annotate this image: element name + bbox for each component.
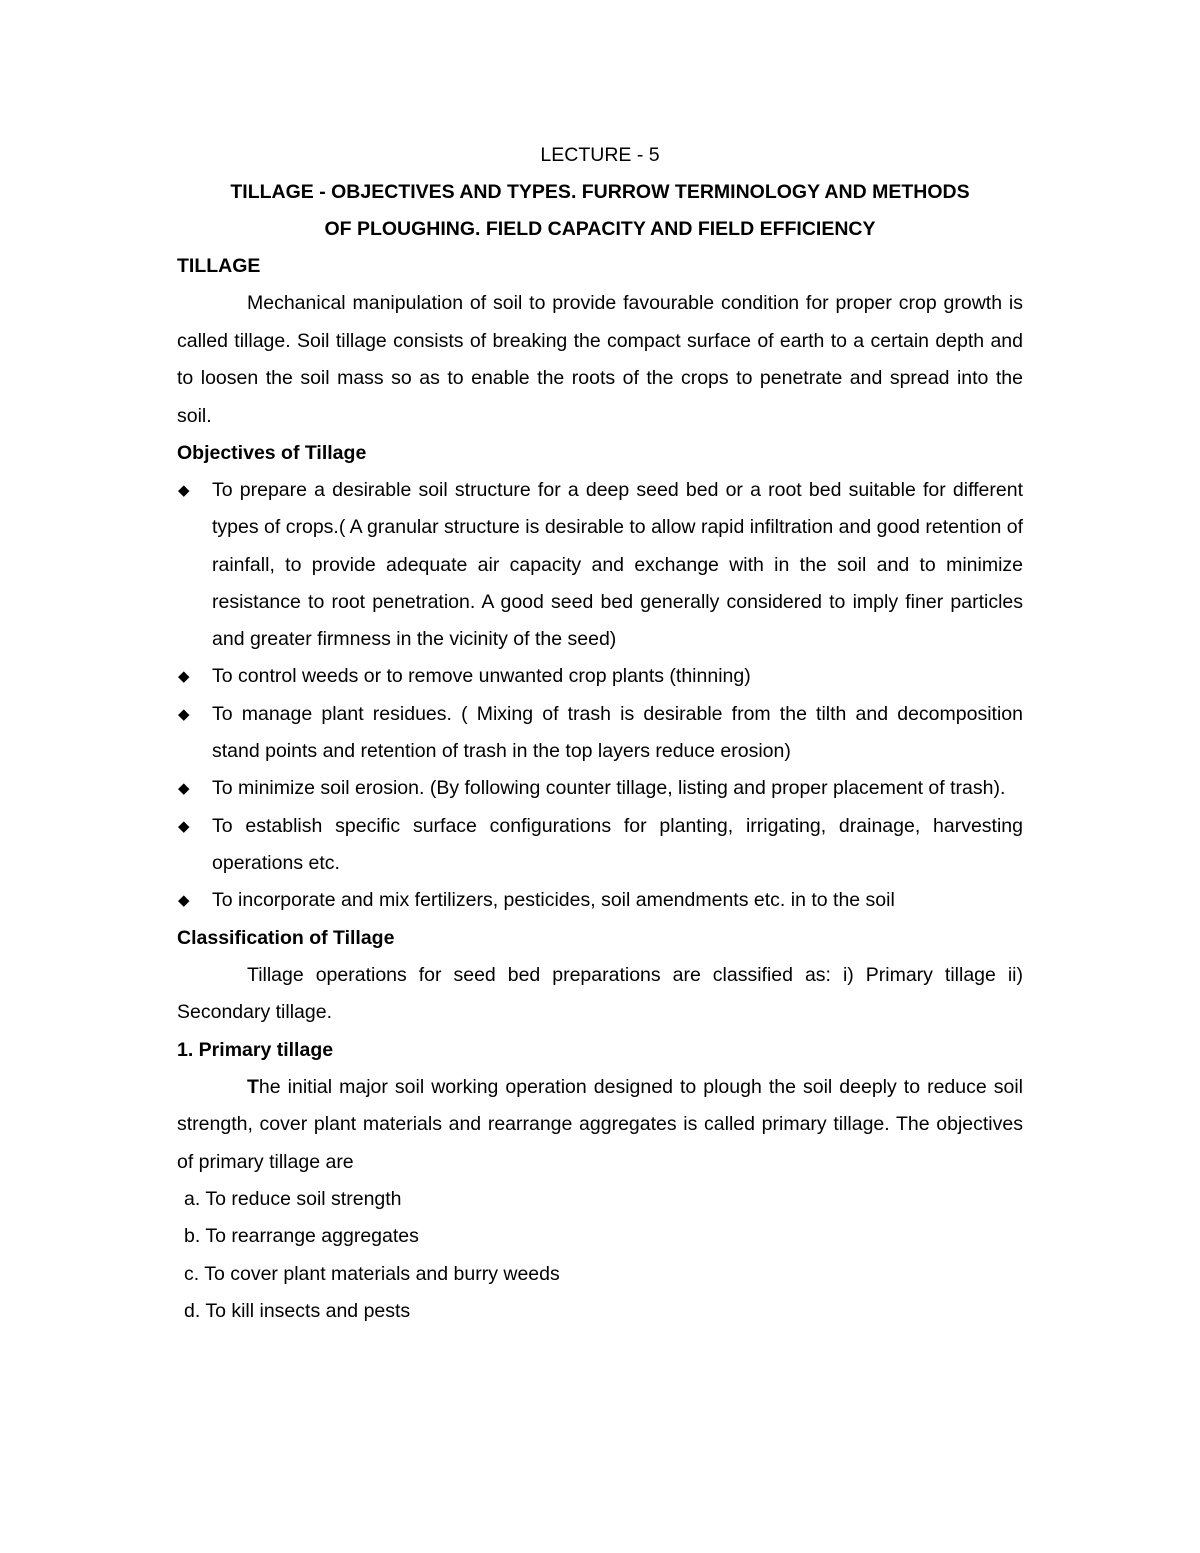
classification-heading: Classification of Tillage — [177, 926, 395, 949]
objective-item — [177, 658, 1023, 695]
tillage-paragraph: Mechanical manipulation of soil to provide favourable condition for proper crop growth is called tillage. Soil tillage consists of breaking the compact surface of earth to a certain depth and to loosen the soil mass so as to enable the roots of the crops to penetrate and spread into the soil. — [177, 292, 1023, 427]
tillage-heading: TILLAGE — [177, 255, 261, 277]
primary-tillage-paragraph — [177, 1069, 1023, 1182]
objective-text: To prepare a desirable soil structure for a deep seed bed or a root bed suitable for different types of crops.( A granular structure is desirable to allow rapid infiltration and good retention of rainfall, to provide adequate air capacity and exchange with in the soil and to minimize resistance to root penetration. A good seed bed generally considered to imply finer particles and greater firmness in the vicinity of the seed) — [212, 479, 1023, 651]
classification-paragraph: Tillage operations for seed bed preparations are classified as: i) Primary tillage ii) Secondary tillage. — [177, 963, 1023, 1024]
primary-objective-item: c. To cover plant materials and burry weeds — [184, 1262, 560, 1285]
objectives-list — [177, 472, 1023, 920]
diamond-bullet-icon: ◆ — [178, 780, 190, 798]
primary-objective-item: b. To rearrange aggregates — [184, 1225, 419, 1248]
objective-item — [177, 472, 1023, 658]
objective-text: To minimize soil erosion. (By following counter tillage, listing and proper placement of trash). — [212, 777, 1006, 800]
diamond-bullet-icon: ◆ — [178, 482, 190, 499]
primary-tillage-heading: 1. Primary tillage — [177, 1038, 334, 1061]
primary-first-letter: T — [247, 1075, 259, 1098]
title-line-1: TILLAGE - OBJECTIVES AND TYPES. FURROW TERMINOLOGY AND METHODS — [230, 181, 970, 203]
diamond-bullet-icon: ◆ — [178, 668, 190, 686]
diamond-bullet-icon: ◆ — [178, 817, 190, 835]
diamond-bullet-icon: ◆ — [178, 705, 190, 723]
objective-text: To establish specific surface configurations for planting, irrigating, drainage, harvesting operations etc. — [212, 814, 1023, 874]
objective-text: To incorporate and mix fertilizers, pesticides, soil amendments etc. in to the soil — [212, 889, 895, 912]
objectives-heading: Objectives of Tillage — [177, 442, 367, 464]
primary-objective-item: d. To kill insects and pests — [184, 1299, 411, 1322]
objective-item — [177, 696, 1023, 771]
primary-paragraph-text: he initial major soil working operation designed to plough the soil deeply to reduce soil strength, cover plant materials and rearrange aggregates is called primary tillage. The objectives of primary tillage are — [177, 1075, 1023, 1173]
primary-objective-item: a. To reduce soil strength — [184, 1188, 402, 1211]
objective-item — [177, 808, 1023, 883]
objective-text: To manage plant residues. ( Mixing of trash is desirable from the tilth and decomposition stand points and retention of trash in the top layers reduce erosion) — [212, 702, 1023, 763]
diamond-bullet-icon: ◆ — [178, 892, 190, 910]
objective-text: To control weeds or to remove unwanted crop plants (thinning) — [212, 665, 751, 688]
lecture-number: LECTURE - 5 — [540, 144, 660, 166]
document-body — [177, 137, 1023, 1330]
objective-item — [177, 770, 1023, 807]
objective-item — [177, 882, 1023, 919]
title-line-2: OF PLOUGHING. FIELD CAPACITY AND FIELD EFFICIENCY — [324, 218, 876, 240]
